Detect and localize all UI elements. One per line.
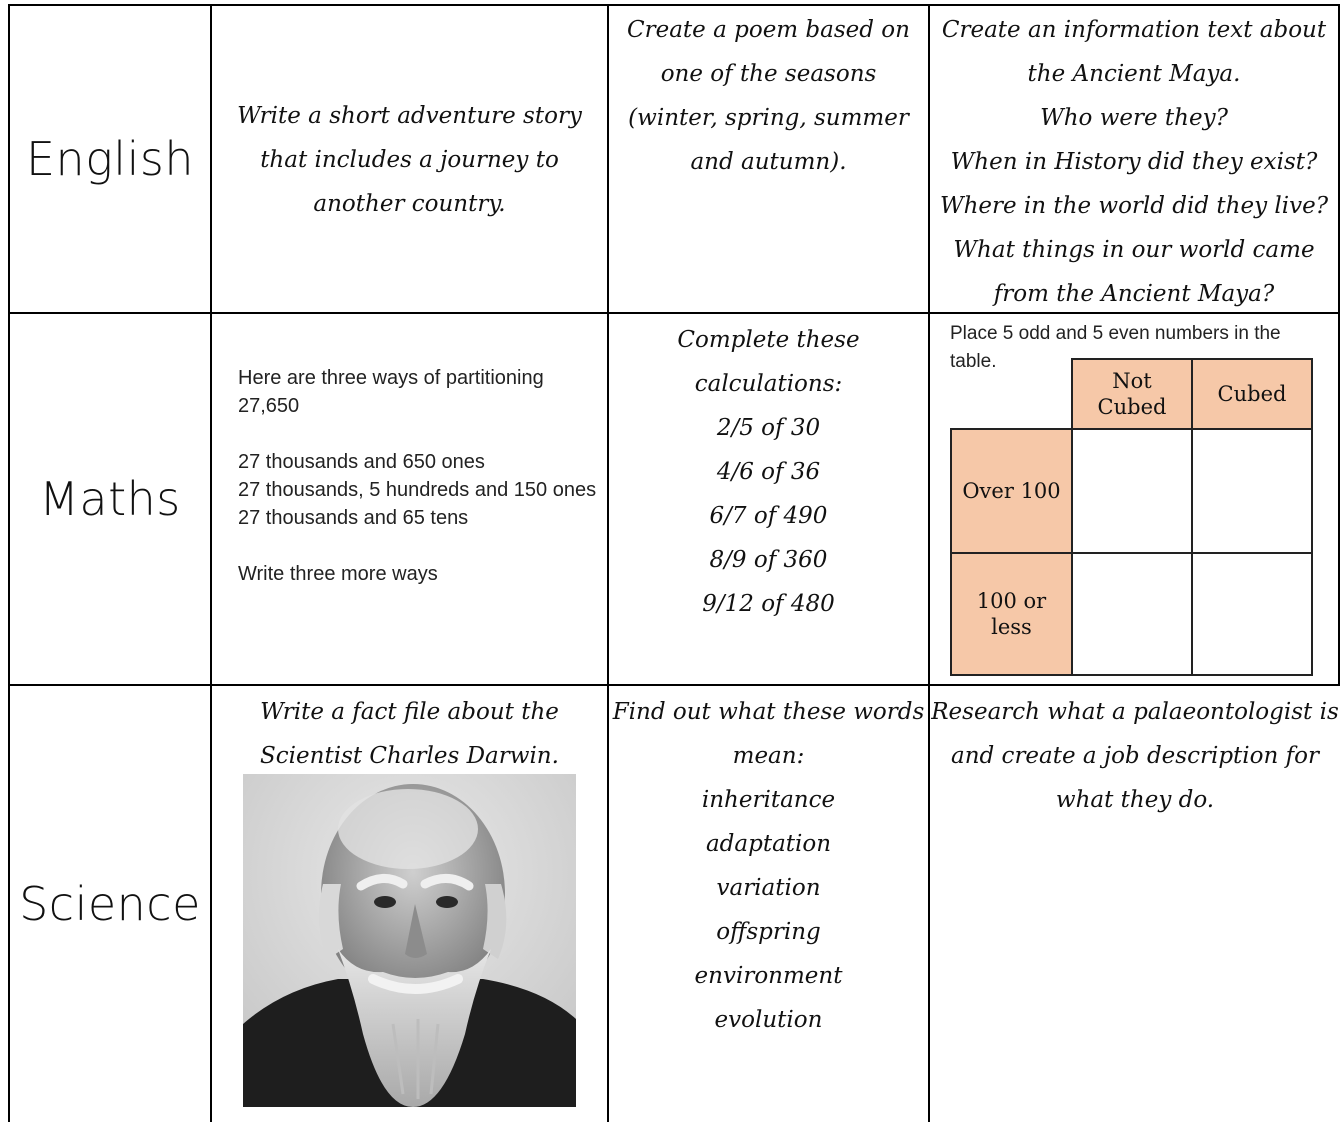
- text-line: 27 thousands and 65 tens: [238, 507, 469, 529]
- text-line: When in History did they exist?: [950, 149, 1318, 175]
- text-line: and create a job description for: [951, 743, 1319, 769]
- text-line: 2/5 of 30: [716, 415, 821, 441]
- text-line: another country.: [313, 191, 506, 217]
- text-line: 8/9 of 360: [709, 547, 828, 573]
- text-line: from the Ancient Maya?: [993, 281, 1275, 307]
- subject-science: Science: [19, 877, 201, 931]
- text-line: 4/6 of 36: [716, 459, 821, 485]
- text-line: the Ancient Maya.: [1027, 61, 1241, 87]
- subject-maths: Maths: [39, 472, 181, 526]
- activity-grid: [8, 0, 1340, 1122]
- english-task-maya: [930, 8, 1338, 312]
- text-line: what they do.: [1055, 787, 1215, 813]
- text-line: What things in our world came: [953, 237, 1315, 263]
- col-header: Cubed: [1191, 358, 1313, 430]
- text-line: Write a fact file about the: [260, 699, 559, 725]
- science-task-palaeontologist: [930, 690, 1340, 830]
- grid-line: [1338, 312, 1340, 686]
- text-line: Complete these: [677, 327, 860, 353]
- col-header: Not Cubed: [1071, 358, 1193, 430]
- table-cell-empty[interactable]: [1071, 552, 1193, 676]
- english-task-poem: [609, 8, 928, 188]
- word-item: variation: [716, 875, 821, 901]
- text-line: 6/7 of 490: [709, 503, 828, 529]
- science-task-words: [609, 690, 928, 1050]
- text-line: Here are three ways of partitioning: [238, 367, 544, 389]
- text-line: (winter, spring, summer: [628, 105, 909, 131]
- word-item: environment: [694, 963, 843, 989]
- english-task-story: [212, 94, 607, 234]
- text-line: mean:: [732, 743, 805, 769]
- subject-english: English: [25, 132, 194, 186]
- text-line: 27,650: [238, 395, 300, 417]
- text-line: Create an information text about: [941, 17, 1327, 43]
- table-cell-empty[interactable]: [1191, 428, 1313, 554]
- text-line: calculations:: [694, 371, 843, 397]
- text-line: 9/12 of 480: [702, 591, 835, 617]
- text-line: and autumn).: [690, 149, 847, 175]
- word-item: adaptation: [705, 831, 832, 857]
- text-line: Write a short adventure story: [237, 103, 582, 129]
- maths-task-venn-table: [930, 314, 1338, 684]
- text-line: Find out what these words: [612, 699, 925, 725]
- word-item: offspring: [716, 919, 821, 945]
- charles-darwin-portrait: [243, 774, 576, 1107]
- text-line: 27 thousands, 5 hundreds and 150 ones: [238, 479, 597, 501]
- text-line: Place 5 odd and 5 even numbers in the: [950, 323, 1281, 344]
- maths-task-fractions: [609, 318, 928, 628]
- table-cell-empty[interactable]: [1191, 552, 1313, 676]
- text-line: Scientist Charles Darwin.: [260, 743, 559, 769]
- table-cell-empty[interactable]: [1071, 428, 1193, 554]
- word-item: evolution: [714, 1007, 823, 1033]
- text-line: Research what a palaeontologist is: [931, 699, 1339, 725]
- word-item: inheritance: [701, 787, 836, 813]
- grid-line: [1338, 4, 1340, 314]
- science-task-darwin: [212, 690, 607, 780]
- text-line: Write three more ways: [238, 563, 438, 585]
- text-line: table.: [950, 351, 997, 372]
- text-line: Where in the world did they live?: [939, 193, 1329, 219]
- text-line: Who were they?: [1040, 105, 1228, 131]
- text-line: that includes a journey to: [260, 147, 559, 173]
- text-line: Create a poem based on: [627, 17, 910, 43]
- portrait-image: [243, 774, 576, 1107]
- maths-task-partitioning: [238, 364, 607, 604]
- text-line: 27 thousands and 650 ones: [238, 451, 485, 473]
- row-header: 100 or less: [950, 552, 1073, 676]
- text-line: one of the seasons: [660, 61, 877, 87]
- row-header: Over 100: [950, 428, 1073, 554]
